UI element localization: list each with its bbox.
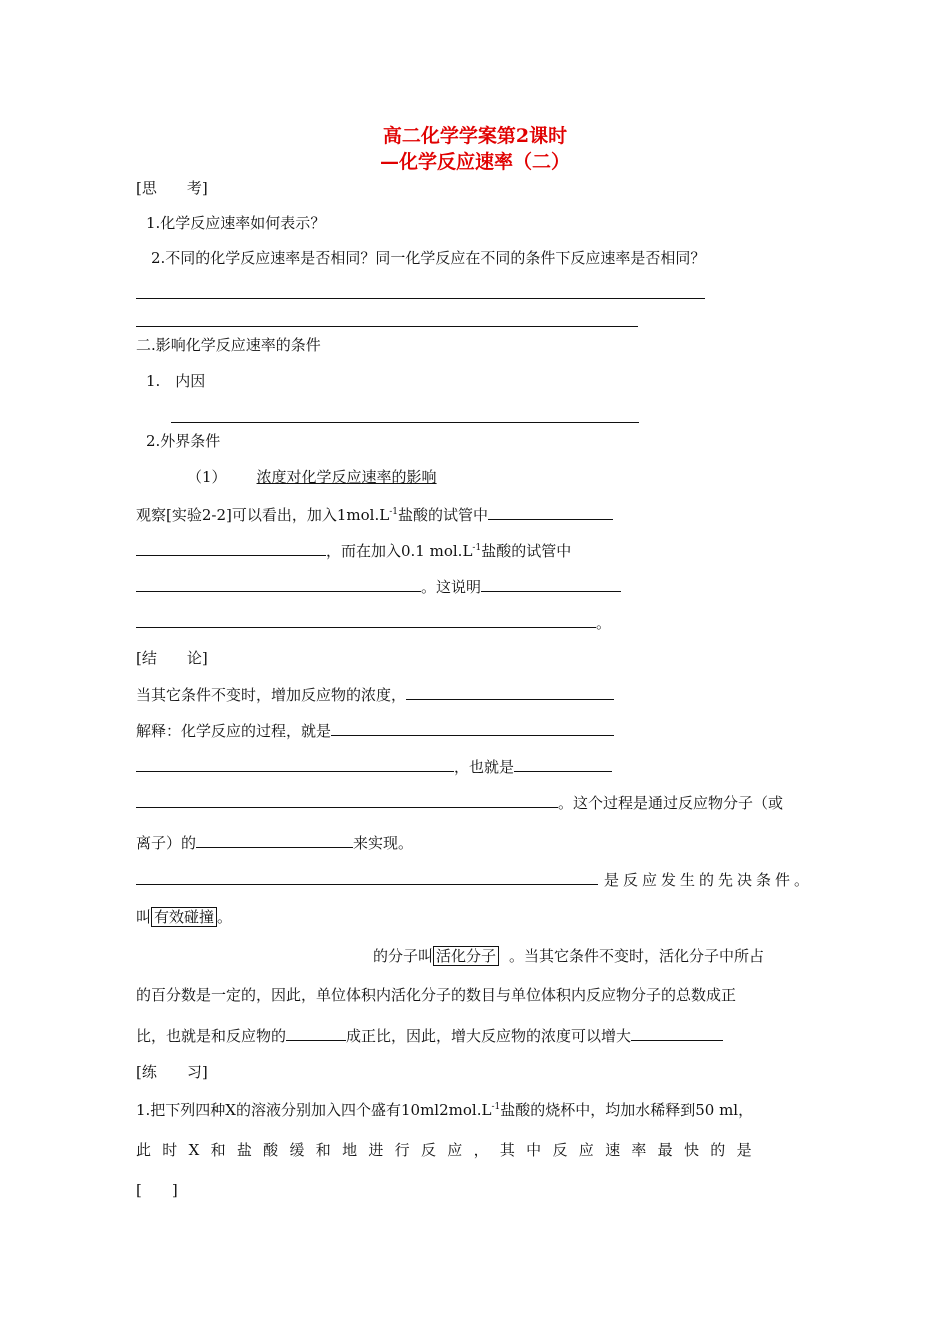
blank-field[interactable]	[136, 576, 421, 592]
inner-factor-label: 1. 内因	[146, 372, 206, 390]
paragraph-line: 的百分数是一定的，因此，单位体积内活化分子的数目与单位体积内反应物分子的总数成正	[136, 986, 737, 1004]
blank-field[interactable]	[136, 612, 596, 628]
blank-field[interactable]	[514, 756, 612, 772]
observe-line-3: 。这说明	[136, 576, 621, 597]
outer-factor-label: 2.外界条件	[146, 432, 221, 450]
blank-field[interactable]	[136, 869, 598, 885]
activated-molecule-term: 活化分子	[433, 946, 499, 966]
precondition-line: 是反应发生的先决条件。	[136, 869, 813, 890]
blank-field[interactable]	[631, 1025, 723, 1041]
observe-line-2: ，而在加入0.1 $mol.L^{-1}$盐酸的试管中	[136, 540, 571, 561]
also-line: ，也就是	[136, 756, 612, 777]
subsection-heading	[187, 467, 437, 487]
observe-line-4: 。	[136, 612, 611, 633]
think-heading: [思 考]	[136, 179, 208, 197]
subsection-title: 浓度对化学反应速率的影响	[256, 468, 437, 486]
observe-line-1: 观察[实验2-2]可以看出，加入$1mol.L^{-1}$盐酸的试管中	[136, 504, 613, 525]
conclusion-heading: [结 论]	[136, 649, 208, 667]
realize-line: 离子）的 来实现。	[136, 834, 414, 852]
answer-bracket[interactable]: [ ]	[136, 1181, 178, 1199]
blank-field[interactable]	[488, 504, 613, 520]
think-question-1: 1.化学反应速率如何表示？	[146, 214, 326, 232]
paragraph-line-end: 比，也就是和反应物的 成正比，因此，增大反应物的浓度可以增大	[136, 1025, 723, 1046]
page-title-line1: 高二化学学案第2课时	[382, 125, 568, 147]
blank-field[interactable]	[136, 756, 454, 772]
blank-field[interactable]	[481, 576, 621, 592]
blank-field[interactable]	[136, 792, 558, 808]
process-line: 。这个过程是通过反应物分子（或	[136, 792, 783, 813]
effective-collision-term: 有效碰撞	[151, 907, 217, 927]
practice-heading: [练 习]	[136, 1063, 208, 1081]
page-title-line2: —化学反应速率（二）	[379, 151, 570, 173]
blank-field[interactable]	[331, 720, 614, 736]
blank-field[interactable]	[286, 1025, 346, 1041]
activated-molecule-line: 的分子叫 活化分子 。当其它条件不变时，活化分子中所占	[373, 947, 765, 965]
think-question-2: 2.不同的化学反应速率是否相同？同一化学反应在不同的条件下反应速率是否相同？	[151, 249, 706, 267]
blank-field[interactable]	[406, 684, 614, 700]
practice-question-1-cont: 此时X和盐酸缓和地进行反应，其中反应速率最快的是	[136, 1141, 763, 1159]
blank-field[interactable]	[196, 832, 353, 848]
practice-question-1: 1.把下列四种X的溶液分别加入四个盛有$10ml2mol.L^{-1}$盐酸的烧杯中，均加水稀释到50 ml，	[136, 1101, 754, 1119]
subsection-number: （1）	[187, 468, 227, 486]
answer-line[interactable]	[136, 326, 638, 327]
answer-line[interactable]	[171, 422, 639, 423]
answer-line[interactable]	[136, 298, 705, 299]
conclusion-line-1: 当其它条件不变时，增加反应物的浓度，	[136, 684, 614, 705]
effective-collision-line: 叫 有效碰撞 。	[136, 908, 233, 926]
section-heading: 二.影响化学反应速率的条件	[136, 336, 321, 354]
explain-line: 解释：化学反应的过程，就是	[136, 720, 614, 741]
blank-field[interactable]	[136, 540, 326, 556]
